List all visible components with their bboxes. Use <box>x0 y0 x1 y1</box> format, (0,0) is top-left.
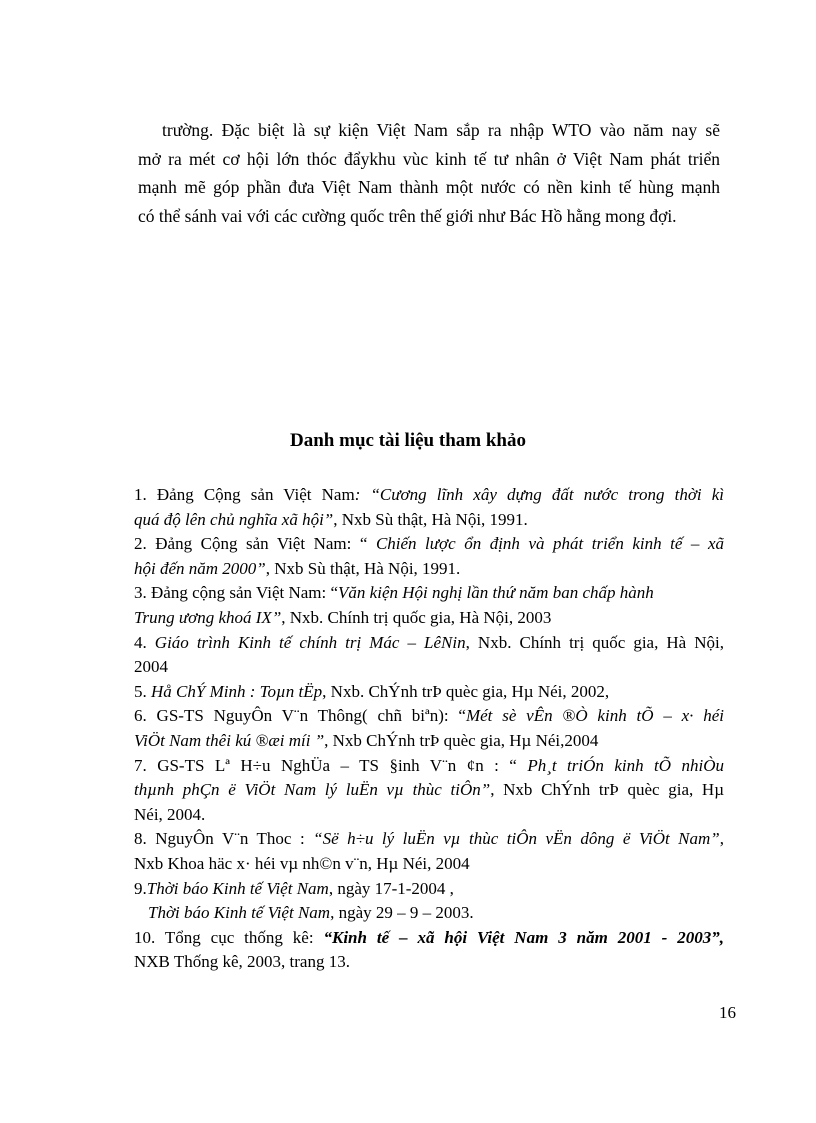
reference-item-3 <box>134 581 724 606</box>
ref-title: Ph¸t triÓn kinh tÕ nhiÒu <box>527 755 724 775</box>
ref-text: 2. Đảng Cộng sản Việt Nam: “ <box>134 534 368 554</box>
ref-text: , Nxb. Chính trị quốc gia, Hà Nội, 2003 <box>281 607 552 627</box>
reference-item-4-cont: 2004 <box>134 657 168 677</box>
ref-title: Hå ChÝ Minh : Toµn tËp <box>151 681 323 701</box>
ref-text: , Nxb. ChÝnh trÞ quèc gia, Hµ Néi, 2002, <box>322 681 610 701</box>
page-number: 16 <box>719 1003 736 1022</box>
ref-text: 6. GS-TS NguyÔn V¨n Thông( chñ biªn): “ <box>134 706 466 726</box>
ref-text: , Nxb Sù thật, Hà Nội, 1991. <box>333 509 528 529</box>
ref-title: Chiến lược ổn định và phát triển kinh tế – xã <box>367 534 724 554</box>
reference-item-8 <box>134 827 724 852</box>
ref-title: Văn kiện Hội nghị lần thứ năm ban chấp hành <box>338 583 654 603</box>
reference-item-2-cont <box>134 557 724 582</box>
paragraph-line: mạnh mẽ góp phần đưa Việt Nam thành một nước có nền kinh tế hùng mạnh <box>138 177 720 197</box>
reference-item-7 <box>134 754 724 779</box>
ref-text: 7. GS-TS Lª H÷u NghÜa – TS §inh V¨n ¢n : “ <box>134 755 528 775</box>
reference-item-7-cont2: Néi, 2004. <box>134 804 206 824</box>
ref-text: , ngày 29 – 9 – 2003. <box>330 903 474 923</box>
reference-item-3-cont <box>134 606 724 631</box>
ref-text: , <box>719 829 724 849</box>
ref-title: Trung ương khoá IX” <box>134 607 282 627</box>
reference-item-4 <box>134 631 724 656</box>
ref-title: Mét sè vÊn ®Ò kinh tÕ – x· héi <box>465 706 724 726</box>
reference-item-6 <box>134 704 724 729</box>
ref-text: 9. <box>134 878 147 898</box>
reference-item-1-cont <box>134 508 724 533</box>
ref-text: , ngày 17-1-2004 , <box>328 878 454 898</box>
reference-item-10-cont: NXB Thống kê, 2003, trang 13. <box>134 952 350 972</box>
reference-item-9-cont <box>134 901 724 926</box>
reference-item-8-cont: Nxb Khoa häc x· héi vµ nh©n v¨n, Hµ Néi, 2004 <box>134 853 470 873</box>
ref-text: , Nxb. Chính trị quốc gia, Hà Nội, <box>465 632 724 652</box>
ref-text: 5. <box>134 681 151 701</box>
ref-title: thµnh phÇn ë ViÖt Nam lý luËn vµ thùc tiÔn” <box>134 780 491 800</box>
reference-item-2 <box>134 532 724 557</box>
ref-title: “Së h÷u lý luËn vµ thùc tiÔn vËn dông ë ViÖt Nam” <box>313 829 720 849</box>
ref-text: 4. <box>134 632 155 652</box>
paragraph-line: trường. Đặc biệt là sự kiện Việt Nam sắp ra nhập WTO vào năm nay sẽ <box>162 120 720 140</box>
reference-item-5 <box>134 680 724 705</box>
ref-text: , Nxb ChÝnh trÞ quèc gia, Hµ Néi,2004 <box>324 730 599 750</box>
reference-item-1 <box>134 483 724 508</box>
ref-title: Thời báo Kinh tế Việt Nam <box>148 903 331 923</box>
ref-text: 10. Tổng cục thống kê: <box>134 927 324 947</box>
body-paragraph <box>138 116 720 230</box>
references-list <box>134 483 724 975</box>
ref-text: 3. Đảng cộng sản Việt Nam: “ <box>134 583 339 603</box>
reference-item-10 <box>134 926 724 951</box>
ref-text: , Nxb ChÝnh trÞ quèc gia, Hµ <box>490 780 725 800</box>
reference-item-9 <box>134 877 724 902</box>
ref-title: hội đến năm 2000” <box>134 558 266 578</box>
ref-title: quá độ lên chủ nghĩa xã hội” <box>134 509 334 529</box>
ref-title: ViÖt Nam thêi kú ®æi míi ” <box>134 730 325 750</box>
ref-text: 1. Đảng Cộng sản Việt Nam <box>134 485 355 504</box>
reference-item-6-cont <box>134 729 724 754</box>
ref-text: 8. NguyÔn V¨n Thoc : <box>134 829 314 849</box>
references-title: Danh mục tài liệu tham khảo <box>290 430 526 451</box>
ref-title: Thời báo Kinh tế Việt Nam <box>146 878 329 898</box>
ref-text: , Nxb Sù thật, Hà Nội, 1991. <box>265 558 461 578</box>
reference-item-7-cont <box>134 778 724 803</box>
ref-title: : “Cương lĩnh xây dựng đất nước trong thời kì <box>354 485 725 504</box>
ref-title: “Kinh tế – xã hội Việt Nam 3 năm 2001 - 2003”, <box>323 927 724 947</box>
ref-title: Giáo trình Kinh tế chính trị Mác – LêNin <box>154 632 466 652</box>
paragraph-line: mở ra mét cơ hội lớn thóc đẩykhu vùc kinh tế tư nhân ở Việt Nam phát triển <box>138 148 720 169</box>
paragraph-line: có thể sánh vai với các cường quốc trên thế giới như Bác Hồ hằng mong đợi. <box>138 205 677 226</box>
